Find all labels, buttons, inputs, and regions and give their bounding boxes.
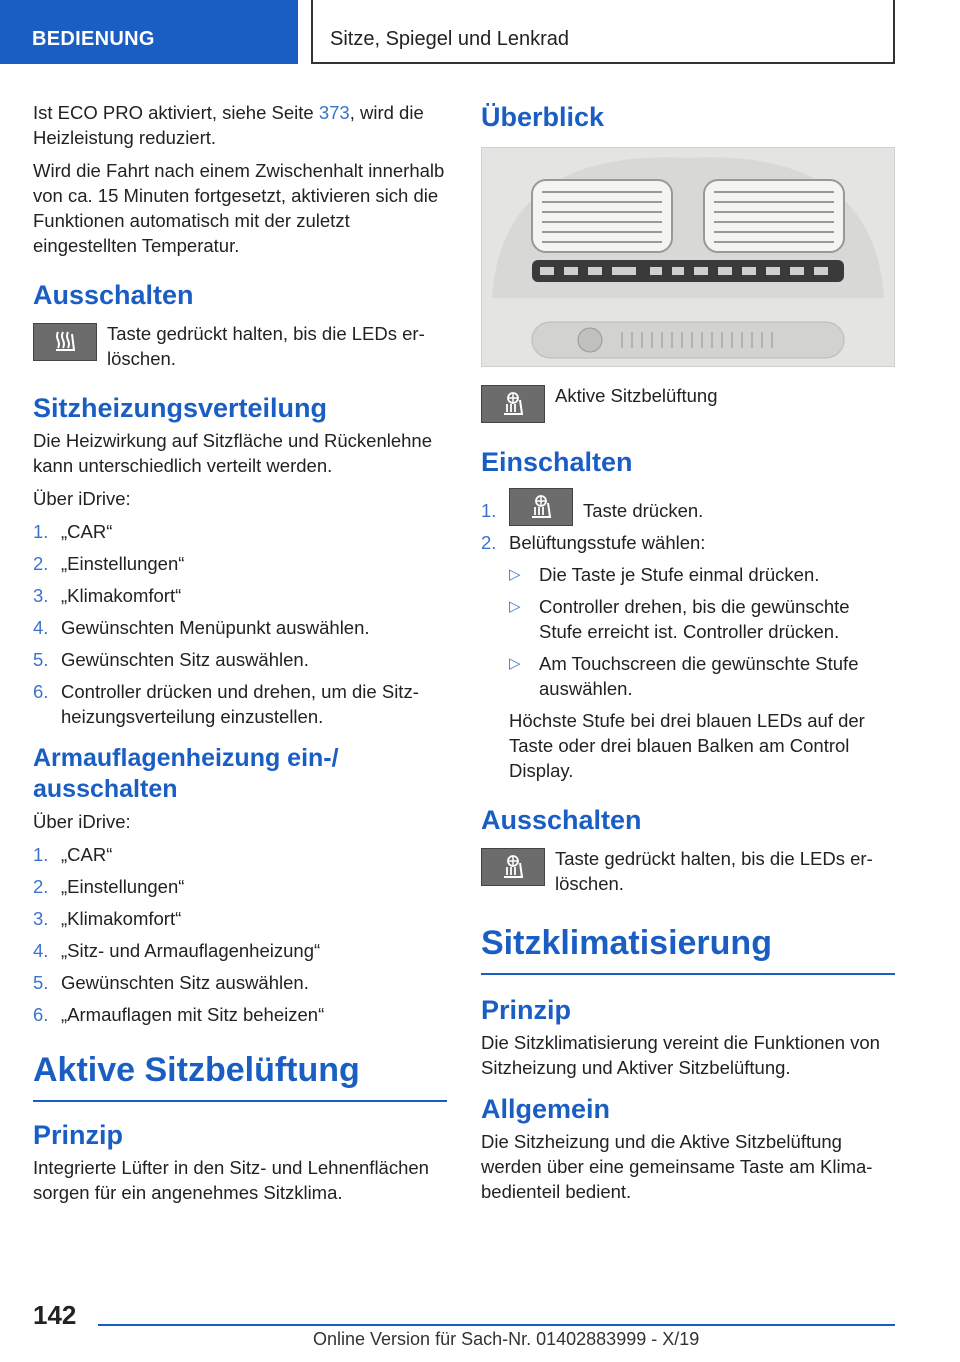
- hoechste-stufe-note: Höchste Stufe bei drei blauen LEDs auf der Taste oder drei blauen Balken am Control Display.: [509, 710, 865, 781]
- list-item: 2. „Einstellungen“: [33, 876, 185, 897]
- footer-online-version: Online Version für Sach-Nr. 01402883999 - X/19: [313, 1329, 700, 1349]
- armauflage-steps: [33, 842, 447, 1027]
- section-tab: BEDIENUNG: [0, 0, 298, 64]
- prinzip-paragraph-right: Die Sitzklimatisierung vereint die Funktionen von Sitzheizung und Aktiver Sitzbelüftung.: [481, 1032, 880, 1078]
- heading-armauflagenheizung: Armauflagenheizung ein-/ ausschalten: [33, 744, 339, 803]
- heading-allgemein: Allgemein: [481, 1094, 611, 1124]
- verteilung-idrive: Über iDrive:: [33, 488, 131, 509]
- list-item: 2. Belüftungsstufe wählen:: [481, 532, 706, 553]
- list-item: 4. Gewünschten Menüpunkt auswählen.: [33, 617, 370, 638]
- ausschalten-row-right: [481, 846, 895, 896]
- seat-ventilation-icon: [481, 385, 545, 423]
- footer-divider: [98, 1324, 895, 1326]
- list-item: 1. „CAR“: [33, 844, 113, 865]
- seat-heating-icon: [33, 323, 97, 361]
- heading-aktive-sitzbelueftung: Aktive Sitzbelüftung: [33, 1051, 360, 1089]
- list-item: 4. „Sitz- und Armauflagenheizung“: [33, 940, 321, 961]
- prinzip-paragraph-left: Integrierte Lüfter in den Sitz- und Lehnenflächen sorgen für ein angenehmes Sitzklima.: [33, 1157, 429, 1203]
- list-item: 3. „Klimakomfort“: [33, 585, 182, 606]
- chapter-title: Sitze, Spiegel und Lenkrad: [311, 0, 895, 64]
- list-item: ▷ Controller drehen, bis die gewünschte Stufe erreicht ist. Controller drücken.: [509, 596, 850, 642]
- heading-sitzklimatisierung: Sitzklimatisierung: [481, 924, 772, 962]
- heading-sitzheizungsverteilung: Sitzheizungsverteilung: [33, 393, 328, 423]
- seat-ventilation-icon: [481, 848, 545, 886]
- heading-ausschalten: Ausschalten: [33, 280, 194, 310]
- verteilung-steps: [33, 519, 447, 729]
- page-link[interactable]: 373: [318, 102, 350, 123]
- allgemein-paragraph: Die Sitzheizung und die Aktive Sitzbelüftung werden über eine gemeinsame Taste am Klimabedienteil bedient.: [481, 1131, 873, 1202]
- stufe-options: [481, 562, 895, 701]
- heading-prinzip-left: Prinzip: [33, 1120, 124, 1150]
- intro-paragraph-2: Wird die Fahrt nach einem Zwischenhalt innerhalb von ca. 15 Minuten fortgesetzt, aktivieren sich die Funktionen automatisch mit der zuletzt eingestellten Temperatur.: [33, 160, 445, 256]
- list-item: 5. Gewünschten Sitz auswählen.: [33, 649, 309, 670]
- verteilung-paragraph: Die Heizwirkung auf Sitzfläche und Rückenlehne kann unterschiedlich verteilt werden.: [33, 430, 432, 476]
- climate-panel-photo: [481, 147, 895, 367]
- heading-einschalten: Einschalten: [481, 447, 633, 477]
- ventilation-caption-row: [481, 383, 895, 433]
- list-item: 2. „Einstellungen“: [33, 553, 185, 574]
- list-item: 6. „Armauflagen mit Sitz beheizen“: [33, 1004, 325, 1025]
- list-item: 5. Gewünschten Sitz auswählen.: [33, 972, 309, 993]
- list-item: 3. „Klimakomfort“: [33, 908, 182, 929]
- armauflage-idrive: Über iDrive:: [33, 811, 131, 832]
- list-item: 6. Controller drücken und drehen, um die Sitzheizungsverteilung einzustellen.: [33, 681, 419, 727]
- list-item: ▷ Die Taste je Stufe einmal drücken.: [509, 564, 820, 585]
- page-number: 142: [33, 1300, 77, 1330]
- ausschalten-row: [33, 321, 447, 371]
- ausschalten-text: Taste gedrückt halten, bis die LEDs erlöschen.: [107, 323, 425, 369]
- heading-ueberblick: Überblick: [481, 102, 605, 132]
- sitzklima-heading-rule: [481, 924, 895, 975]
- icon-caption: Aktive Sitzbelüftung: [555, 385, 718, 406]
- heading-prinzip-right: Prinzip: [481, 995, 572, 1025]
- ausschalten-text-right: Taste gedrückt halten, bis die LEDs erlöschen.: [555, 848, 873, 894]
- aktive-heading-rule: [33, 1051, 447, 1102]
- list-item: 1. „CAR“: [33, 521, 113, 542]
- list-item: ▷ Am Touchscreen die gewünschte Stufe auswählen.: [509, 653, 859, 699]
- heading-ausschalten-right: Ausschalten: [481, 805, 642, 835]
- right-column: [481, 102, 895, 1212]
- left-column: [33, 100, 447, 1213]
- intro-paragraph-1: Ist ECO PRO aktiviert, siehe Seite 373, wird die Heizleistung reduziert.: [33, 102, 424, 148]
- einschalten-step-1: 1. Taste drücken.: [481, 488, 895, 530]
- seat-ventilation-icon: [509, 488, 573, 526]
- einschalten-step-2: [481, 530, 895, 555]
